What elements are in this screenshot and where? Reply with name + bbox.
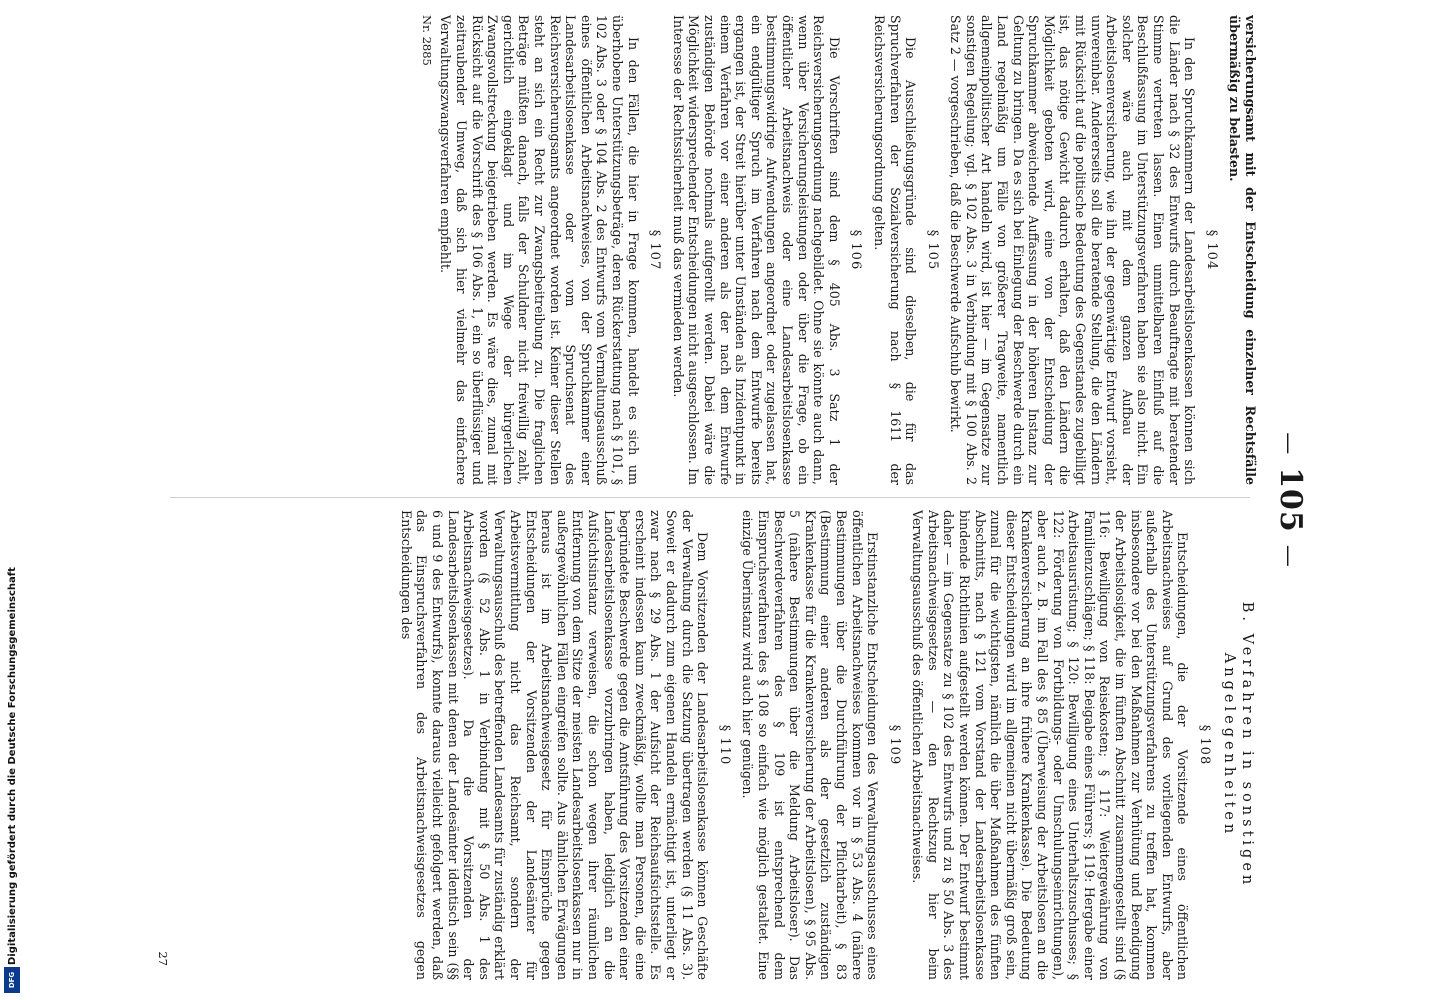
section-110-text: Dem Vorsitzenden der Landesarbeitslosenkasse können Geschäfte der Verwaltung durch die Satzung übertragen werden (§ 11 Abs. 3). Soweit er dadurch zum eigenen Handeln ermächtigt ist, unterliegt er zwar nach § 29 Abs. 1 der Aufsicht der Reichsaufsichtsstelle. Es erscheint indessen kaum zweckmäßig, wollte man Personen, die eine begründete Beschwerde gegen die Amtsführung des Vorsitzenden einer Landesarbeitslosenkasse vorzubringen haben, lediglich an die Aufsichtsinstanz verweisen, die schon wegen ihrer räumlichen Entfernung von dem Sitze der meisten Landesarbeitslosenkassen nur in außergewöhnlichen Fällen eingreifen sollte. Aus ähnlichen Erwägungen heraus ist im Arbeitsnachweisgesetz für Einsprüche gegen Entscheidungen der Vorsitzenden der Landesämter für Arbeitsvermittlung nicht das Reichsamt, sondern der Verwaltungsausschuß des betreffenden Landesamts für zuständig erklärt worden (§ 52 Abs. 1 in Verbindung mit § 50 Abs. 1 des Arbeitsnachweisgesetzes). Da die Vorsitzenden der Landesarbeitslosenkassen mit denen der Landesämter identisch sein (§§ 6 und 9 des Entwurfs), konnte daraus vielleicht gefolgert werden, daß das Einspruchsverfahren des Arbeitsnachweisgesetzes gegen Entscheidungen des	[398, 510, 711, 980]
section-110-number: § 110	[716, 724, 732, 766]
section-106-text: Die Vorschriften sind dem § 405 Abs. 3 Satz 1 der Reichsversicherungsordnung nachgebildet. Ohne sie könnte auch dann, wenn über Versicherungsleistungen oder über die Frage, ob ein öffentlicher Arbeitsnachweis oder eine Landesarbeitslosenkasse bestimmungswidrige Aufwendungen angeordnet oder zugelassen hat, ein endgültiger Spruch im Verfahren nach dem Entwurfe bereits ergangen ist, der Streit hierüber unter Umständen als Inzidentpunkt in einem Verfahren vor einer anderen als der nach dem Entwurfe zuständigen Behörde nochmals aufgerollt werden. Dabei wäre die Möglichkeit widersprechender Entscheidungen nicht ausgeschlossen. Im Interesse der Rechtssicherheit muß das vermieden werden.	[670, 15, 842, 485]
section-105-text: Die Ausschließungsgründe sind dieselben, die für das Spruchverfahren der Sozialversicherung nach § 1611 der Reichsversicherungsordnung gelten.	[871, 15, 919, 485]
left-column	[148, 15, 1258, 485]
page-number-line	[1273, 5, 1308, 995]
section-108-text: Entscheidungen, die der Vorsitzende eines öffentlichen Arbeitsnachweises auf Grund des vorliegenden Entwurfs, aber außerhalb des Unterstützungsverfahrens zu treffen hat, kommen insbesondere vor bei den Maßnahmen zur Verhütung und Beendigung der Arbeitslosigkeit, die im fünften Abschnitt zusammengestellt sind (§ 116: Bewilligung von Reisekosten; § 117: Weitergewährung von Familienzuschlägen; § 118: Beigabe eines Führers; § 119: Hergabe einer Arbeitsausrüstung; § 120: Bewilligung eines Unterhaltszuschusses; § 122: Förderung von Fortbildungs- oder Umschulungseinrichtungen), aber auch z. B. im Fall des § 85 (Überweisung der Arbeitslosen an die Krankenversicherung an ihre frühere Krankenkasse). Die Bedeutung dieser Entscheidungen wird im allgemeinen nicht übermäßig groß sein, zumal für die wichtigsten, nämlich die über Maßnahmen des fünften Abschnitts, nach § 121 vom Vorstand der Landesarbeitslosenkasse bindende Richtlinien aufgestellt werden können. Der Entwurf bestimmt daher — im Gegensatze zu § 102 des Entwurfs und zu § 50 Abs. 3 des Arbeitsnachweisgesetzes — den Rechtszug hier beim Verwaltungsausschuß des öffentlichen Arbeitsnachweises.	[910, 510, 1191, 980]
section-109-text: Erstinstanzliche Entscheidungen des Verwaltungsausschusses eines öffentlichen Arbeitsnachweises kommen vor in § 53 Abs. 4 (nähere Bestimmungen über die Durchführung der Pflichtarbeit), § 83 (Bestimmung einer anderen als der gesetzlich zuständigen Krankenkasse für die Krankenversicherung der Arbeitslosen), § 95 Abs. 5 (nähere Bestimmungen über die Meldung Arbeitsloser). Das Beschwerdeverfahren des § 109 ist entsprechend dem Einspruchsverfahren des § 108 so einfach wie möglich gestaltet. Eine einzige Überinstanz wird auch hier genügen.	[740, 510, 881, 980]
section-heading-b: B. Verfahren in sonstigen Angelegenheiten	[1221, 601, 1255, 889]
dfg-logo	[4, 967, 20, 993]
page-number: 105	[1273, 467, 1308, 533]
section-109-number: § 109	[886, 724, 902, 766]
right-column	[148, 510, 1258, 980]
section-104-number: § 104	[1203, 229, 1219, 271]
section-108-number: § 108	[1197, 724, 1212, 766]
section-105-number: § 105	[924, 229, 940, 271]
printer-signature: Nr. 2885	[419, 15, 434, 66]
section-107-text: In den Fällen, die hier in Frage kommen, handelt es sich um überhobene Unterstützungsbeträge, deren Rückerstattung nach § 101, § 102 Abs. 3 oder § 104 Abs. 2 des Entwurfs vom Vermaltungsausschuß eines öffentlichen Arbeitsnachweises, von der Spruchkammer einer Landesarbeitslosenkasse oder vom Spruchsenat des Reichsversicherungsamts angeordnet worden ist. Keiner dieser Stellen steht an sich ein Recht zur Zwangsbeitreibung zu. Die fraglichen Beträge müßten danach, falls der Schuldner nicht freiwillig zahlt, gerichtlich eingeklagt und im Wege der bürgerlichen Zwangsvollstreckung beigetrieben werden. Es wäre dies, zumal mit Rücksicht auf die Vorschrift des § 106 Abs. 1, ein so überflüssiger und zeitraubender Umweg, daß sich hier vielmehr das einfachere Verwaltungszwangsverfahren empfiehlt.	[438, 15, 641, 485]
digitization-footer	[4, 0, 20, 1000]
digitization-credit: Digitalisierung gefördert durch die Deutsche Forschungsgemeinschaft	[7, 567, 18, 965]
page-number-dash-right: —	[1276, 544, 1302, 568]
column-divider	[170, 497, 1250, 498]
section-107-number: § 107	[647, 229, 663, 271]
scanned-page	[135, 5, 1330, 995]
left-column-intro: versicherungsamt mit der Entscheidung einzelner Rechtsfälle übermäßig zu belasten.	[1227, 15, 1258, 485]
section-104-text: In den Spruchkammern der Landesarbeitslosenkassen können sich die Länder nach § 32 des Entwurfs durch Beauftragte mit beratender Stimme vertreten lassen. Einen unmittelbaren Einfluß auf die Beschlußfassung im Unterstützungsverfahren haben sie also nicht. Ein solcher wäre auch mit dem ganzen Aufbau der Arbeitslosenversicherung, wie ihn der gegenwärtige Entwurf vorsieht, unvereinbar. Andererseits soll die beratende Stellung, die den Ländern mit Rücksicht auf die politische Bedeutung des Gegenstandes zugebilligt ist, das nötige Gewicht dadurch erhalten, daß den Ländern die Möglichkeit geboten wird, eine von der Entscheidung der Spruchkammer abweichende Auffassung in der höheren Instanz zur Geltung zu bringen. Da es sich bei Einlegung der Beschwerde durch ein Land regelmäßig um Fälle von größerer Tragweite, namentlich allgemeinpolitischer Art handeln wird, ist hier — im Gegensatze zur sonstigen Regelung; vgl. § 102 Abs. 3 in Verbindung mit § 100 Abs. 2 Satz 2 — vorgeschrieben, daß die Beschwerde Aufschub bewirkt.	[948, 15, 1198, 485]
page-number-dash-left: —	[1276, 432, 1302, 456]
section-106-number: § 106	[848, 229, 864, 271]
scanned-page-frame	[135, 5, 1434, 995]
sheet-signature-mark: 27	[155, 951, 170, 966]
dfg-logo-text: DFG	[8, 971, 16, 989]
